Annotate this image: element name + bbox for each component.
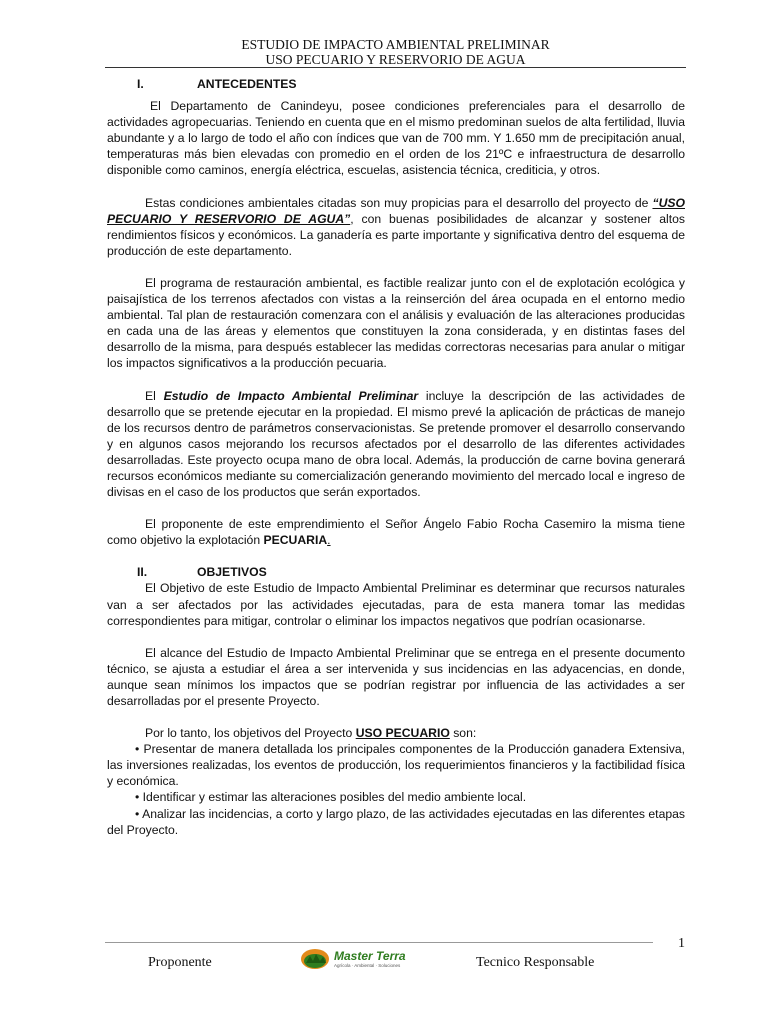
document-header (105, 37, 686, 67)
paragraph: El Departamento de Canindeyu, posee condiciones preferenciales para el desarrollo de actividades agropecuarias. Teniendo en cuenta que en el mismo predominan suelos de alta fertilidad, lluvia abundante y a lo largo de todo el año con índices que van de 700 mm. Y 1.650 mm de precipitación anual, temperaturas más bien elevadas con promedio en el orden de los 21ºC e infraestructura de desarrollo disponible como caminos, energía eléctrica, escuelas, asistencia técnica, crediticia, y otros. (107, 99, 685, 178)
activity-name: PECUARIA (263, 533, 328, 548)
bullet-icon: • (135, 806, 140, 821)
bullet-icon: • (135, 742, 140, 757)
header-divider (105, 67, 686, 68)
paragraph: Estas condiciones ambientales citadas son muy propicias para el desarrollo del proyecto de “USO PECUARIO Y RESERVORIO DE AGUA”, con buenas posibilidades de alcanzar y sostener altos rendimientos físicos y económicos. La ganadería es parte importante y significativa dentro del esquema de producción de este departamento. (107, 195, 685, 258)
study-name: Estudio de Impacto Ambiental Preliminar (163, 388, 419, 403)
paragraph: El alcance del Estudio de Impacto Ambiental Preliminar que se entrega en el presente documento técnico, se ajusta a estudiar el área a ser intervenida y sus incidencias en las adyacencias, en donde, aunque sean mínimos los impactos que se podrían registrar por influencia de las actividades a ser desarrolladas por el presente Proyecto. (107, 645, 685, 708)
page-number: 1 (678, 936, 685, 951)
paragraph: El Objetivo de este Estudio de Impacto Ambiental Preliminar es determinar que recursos naturales van a ser afectados por las actividades ejecutadas, para de esta manera tomar las medidas correspondientes para mitigar, controlar o eliminar los impactos negativos que podrían ocasionarse. (107, 581, 685, 628)
footer-proponente: Proponente (148, 955, 212, 970)
section-title: ANTECEDENTES (197, 77, 297, 91)
company-logo (300, 945, 430, 973)
footer-divider (105, 942, 653, 943)
section-number: I. (137, 77, 144, 91)
paragraph: El Estudio de Impacto Ambiental Preliminar incluye la descripción de las actividades de desarrollo que se pretende ejecutar en la propiedad. El mismo prevé la aplicación de prácticas de manejo de los recursos dentro de parámetros conservacionistas. Se pretende promover el desarrollo conservando y en algunos casos mejorando los recursos afectados por el desarrollo de las diferentes actividades desarrolladas. Este proyecto ocupa mano de obra local. Además, la producción de carne bovina generará recursos económicos mediante su comercialización generando movimiento del mercado local e ingreso de divisas en el caso de los productos que serán exportados. (107, 388, 685, 500)
project-label: USO PECUARIO (355, 726, 450, 741)
project-name: “USO PECUARIO Y RESERVORIO DE AGUA” (107, 195, 685, 226)
paragraph: El programa de restauración ambiental, es factible realizar junto con el de explotación ecológica y paisajística de los terrenos afectados con vistas a la reinserción del área ocupada en el entorno medio ambiental. Tal plan de restauración comenzara con el análisis y evaluación de las alteraciones producidas en cada una de las áreas y elementos que constituyen la zona considerada, y en distintas fases del desarrollo de la misma, para después establecer las medidas correctoras necesarias para anular o mitigar los impactos significativos a la producción pecuaria. (107, 275, 685, 371)
list-item: • Analizar las incidencias, a corto y largo plazo, de las actividades ejecutadas en las diferentes etapas del Proyecto. (107, 806, 685, 837)
list-item: • Identificar y estimar las alteraciones posibles del medio ambiente local. (135, 790, 527, 805)
footer-tecnico: Tecnico Responsable (476, 955, 595, 970)
section-number: II. (137, 565, 148, 580)
section-title: OBJETIVOS (197, 565, 267, 580)
paragraph: El proponente de este emprendimiento el Señor Ángelo Fabio Rocha Casemiro la misma tiene como objetivo la explotación PECUARIA. (107, 517, 685, 548)
paragraph: Por lo tanto, los objetivos del Proyecto USO PECUARIO son: (145, 726, 477, 741)
logo-name: Master Terra (334, 948, 406, 963)
document-body (107, 76, 685, 838)
section-heading-antecedentes (107, 76, 685, 92)
header-subtitle: USO PECUARIO Y RESERVORIO DE AGUA (265, 52, 526, 67)
logo-icon (300, 948, 330, 970)
list-item: • Presentar de manera detallada los principales componentes de la Producción ganadera Extensiva, las inversiones realizadas, los eventos de producción, los requerimientos financieros y la factibilidad física y económica. (107, 742, 685, 789)
bullet-icon: • (135, 790, 140, 805)
logo-tagline: Agrícola · Ambiental · Soluciones (334, 962, 401, 968)
header-title: ESTUDIO DE IMPACTO AMBIENTAL PRELIMINAR (241, 37, 550, 52)
section-heading-objetivos (107, 564, 685, 580)
